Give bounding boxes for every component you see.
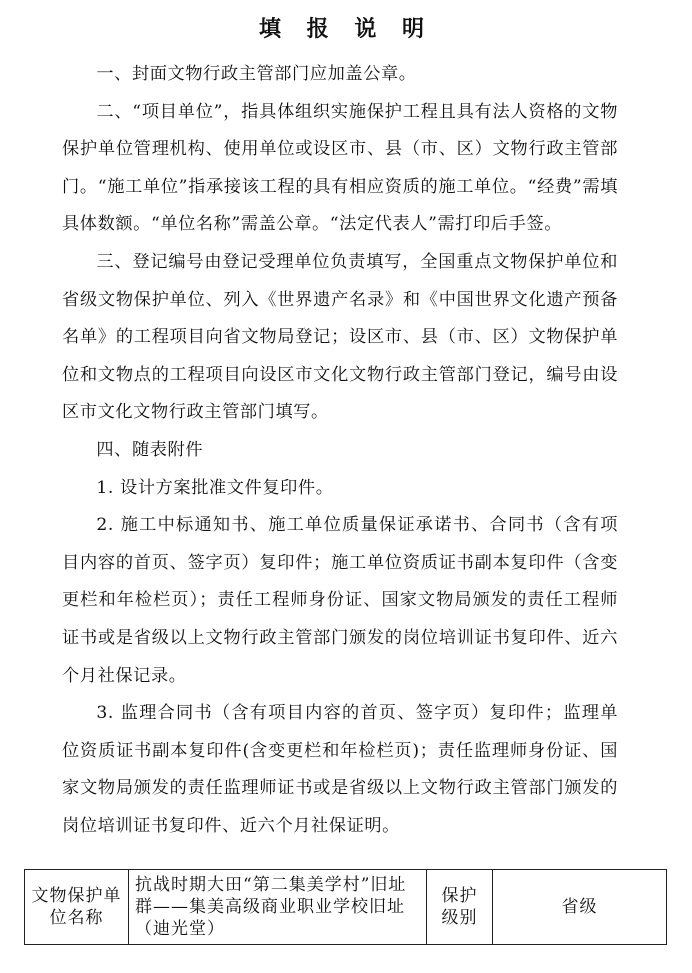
paragraph-attachments-heading: 四、随表附件 — [96, 439, 204, 460]
paragraph-seal: 一、封面文物行政主管部门应加盖公章。 — [96, 64, 417, 84]
table-row — [25, 870, 667, 945]
paragraph-registration-number: 三、登记编号由登记受理单位负责填写，全国重点文物保护单位和省级文物保护单位、列入《世界遗产名录》和《中国世界文化遗产预备名单》的工程项目向省文物局登记；设区市、县（市、区）文物保护单位和文物点的工程项目向设区市文化文物行政主管部门登记，编号由设区市文化文物行政主管部门填写。 — [62, 251, 618, 423]
paragraph-attachment-3: 3. 监理合同书（含有项目内容的首页、签字页）复印件；监理单位资质证书副本复印件(含变更栏和年检栏页)；责任监理师身份证、国家文物局颁发的责任监理师证书或是省级以上文物行政主管部门颁发的岗位培训证书复印件、近六个月社保证明。 — [62, 703, 618, 836]
page-title: 填 报 说 明 — [259, 17, 433, 42]
instructions-body — [62, 56, 618, 845]
protection-level-label: 保护级别 — [427, 870, 493, 945]
paragraph-attachment-1: 1. 设计方案批准文件复印件。 — [96, 477, 334, 498]
paragraph-attachment-2: 2. 施工中标通知书、施工单位质量保证承诺书、合同书（含有项目内容的首页、签字页）复印件；施工单位资质证书副本复印件（含变更栏和年检栏页）；责任工程师身份证、国家文物局颁发的责任工程师证书或是省级以上文物行政主管部门颁发的岗位培训证书复印件、近六个月社保记录。 — [62, 515, 618, 686]
unit-name-value: 抗战时期大田“第二集美学村”旧址群——集美高级商业职业学校旧址（迪光堂） — [129, 870, 427, 945]
protection-level-value: 省级 — [493, 870, 667, 945]
protection-unit-table — [24, 869, 667, 945]
unit-name-label: 文物保护单位名称 — [25, 870, 129, 945]
paragraph-project-unit: 二、“项目单位”，指具体组织实施保护工程且具有法人资格的文物保护单位管理机构、使用单位或设区市、县（市、区）文物行政主管部门。“施工单位”指承接该工程的具有相应资质的施工单位。“经费”需填具体数额。“单位名称”需盖公章。“法定代表人”需打印后手签。 — [62, 101, 618, 235]
